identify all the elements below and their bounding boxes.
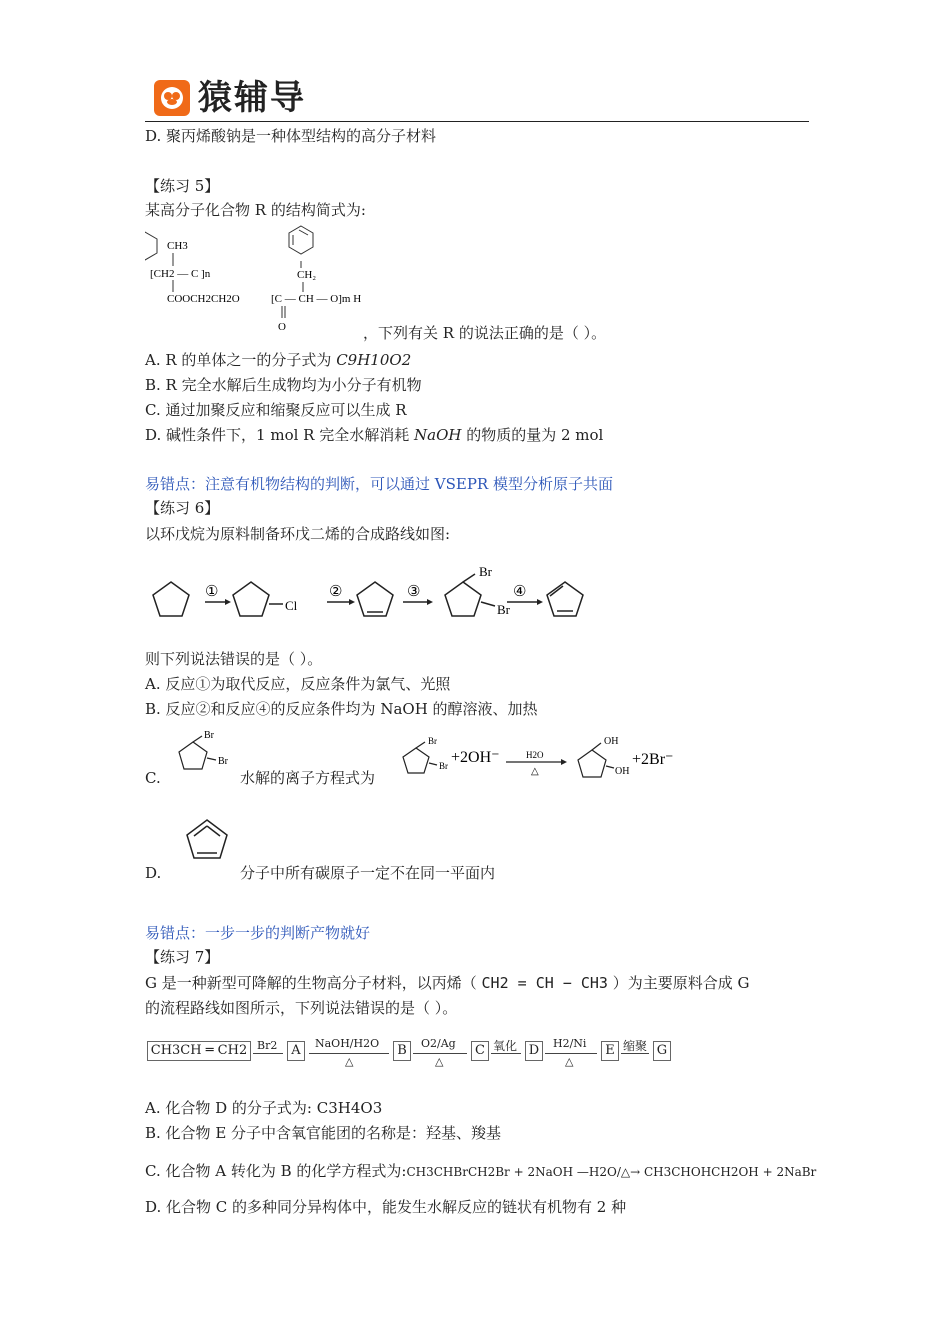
ex6-option-c-label: C. bbox=[145, 769, 161, 787]
ex6-dibromocyclopentane bbox=[445, 582, 481, 616]
tip-1: 易错点：注意有机物结构的判断，可以通过 VSEPR 模型分析原子共面 bbox=[145, 475, 613, 493]
svg-text:Br: Br bbox=[428, 736, 437, 746]
ex5-option-a: A. R 的单体之一的分子式为 C9H10O2 bbox=[145, 351, 412, 369]
ex5-title: 【练习 5】 bbox=[145, 177, 220, 195]
ex5-structure-diagram bbox=[145, 222, 375, 334]
svg-text:OH: OH bbox=[604, 736, 619, 747]
ex6-option-b: B. 反应②和反应④的反应条件均为 NaOH 的醇溶液、加热 bbox=[145, 700, 538, 718]
ex7-flow-start: CH3CH ═ CH2 bbox=[147, 1041, 251, 1061]
svg-text:Br: Br bbox=[204, 730, 214, 741]
ex6-c-cond-bottom: △ bbox=[531, 766, 539, 777]
ex5-ch2-label: CH₂ bbox=[297, 269, 317, 281]
ex7-option-a-formula: C3H4O3 bbox=[316, 1099, 383, 1117]
ex5-benzene-ring bbox=[145, 232, 157, 260]
ex7-flow-d: D bbox=[525, 1041, 543, 1061]
ex6-option-d-text: 分子中所有碳原子一定不在同一平面内 bbox=[240, 864, 496, 882]
svg-text:OH: OH bbox=[615, 766, 630, 777]
header-divider bbox=[145, 121, 809, 122]
ex5-question-suffix: ，下列有关 R 的说法正确的是（ ）。 bbox=[363, 324, 607, 342]
ex6-option-d-label: D. bbox=[145, 864, 162, 882]
ex6-step-2: ② bbox=[329, 584, 343, 600]
ex6-option-c-text: 水解的离子方程式为 bbox=[240, 769, 376, 787]
ex6-step-3: ③ bbox=[407, 584, 421, 600]
ex5-left-chain: [CH2 — C ]n bbox=[150, 268, 211, 280]
ex6-stem: 以环戊烷为原料制备环戊二烯的合成路线如图: bbox=[145, 525, 451, 543]
ex5-benzene-icon bbox=[285, 222, 317, 260]
ex5-mid-chain: [C — CH — O]m H bbox=[271, 293, 362, 305]
ex7-flow-e: E bbox=[601, 1041, 619, 1061]
ex6-cyclopentane-1 bbox=[153, 582, 189, 616]
ex7-flow-diagram: CH3CH ═ CH2 Br2 A NaOH/H2O △ B O2/Ag △ C 氧化 D H2/Ni △ E 缩聚 G bbox=[145, 1033, 675, 1073]
ex7-title: 【练习 7】 bbox=[145, 948, 220, 966]
ex7-propene-formula: CH2 = CH − CH3 bbox=[481, 974, 608, 992]
ex5-option-d: D. 碱性条件下，1 mol R 完全水解消耗 NaOH 的物质的量为 2 mol bbox=[145, 426, 604, 444]
ex7-stem-1: G 是一种新型可降解的生物高分子材料，以丙烯（ CH2 = CH − CH3 ）为主要原料合成 G bbox=[145, 974, 750, 992]
ex7-flow-c: C bbox=[471, 1041, 489, 1061]
brand-logo-icon bbox=[154, 80, 190, 116]
prev-option-d: D. 聚丙烯酸钠是一种体型结构的高分子材料 bbox=[145, 127, 437, 145]
ex7-option-c-equation: CH3CHBrCH2Br + 2NaOH —H2O/△→ CH3CHOHCH2OH + 2NaBr bbox=[406, 1165, 817, 1179]
ex6-cl-label: Cl bbox=[285, 598, 298, 613]
ex6-step-1: ① bbox=[205, 584, 219, 600]
tip-2: 易错点：一步一步的判断产物就好 bbox=[145, 924, 371, 942]
ex6-option-d-cyclopentadiene-diagram bbox=[180, 814, 235, 864]
ex6-question: 则下列说法错误的是（ ）。 bbox=[145, 650, 323, 668]
ex6-c-plus-br: +2Br⁻ bbox=[632, 751, 674, 768]
ex5-ch3-label: CH3 bbox=[167, 240, 188, 252]
ex6-c-plus-oh: +2OH⁻ bbox=[451, 749, 500, 766]
ex5-ester-group: COOCH2CH2O bbox=[167, 293, 240, 305]
svg-text:Br: Br bbox=[439, 761, 448, 771]
ex5-option-d-formula: NaOH bbox=[414, 426, 462, 444]
ex6-option-c-reactant-diagram bbox=[168, 728, 238, 778]
ex7-stem-2: 的流程路线如图所示，下列说法错误的是（ ）。 bbox=[145, 999, 458, 1017]
ex7-option-c: C. 化合物 A 转化为 B 的化学方程式为:CH3CHBrCH2Br + 2NaOH —H2O/△→ CH3CHOHCH2OH + 2NaBr bbox=[145, 1162, 817, 1180]
ex7-option-a: A. 化合物 D 的分子式为: C3H4O3 bbox=[145, 1099, 383, 1117]
svg-text:Br: Br bbox=[218, 756, 228, 767]
ex6-br-label-1: Br bbox=[479, 564, 492, 579]
ex6-br-label-2: Br bbox=[497, 602, 510, 617]
ex5-option-a-formula: C9H10O2 bbox=[336, 351, 412, 369]
ex6-synthesis-route bbox=[145, 560, 595, 632]
ex7-flow-b: B bbox=[393, 1041, 411, 1061]
ex7-option-b: B. 化合物 E 分子中含氧官能团的名称是：羟基、羧基 bbox=[145, 1124, 502, 1142]
ex7-option-d: D. 化合物 C 的多种同分异构体中，能发生水解反应的链状有机物有 2 种 bbox=[145, 1198, 627, 1216]
ex6-title: 【练习 6】 bbox=[145, 499, 220, 517]
ex5-carbonyl-o: O bbox=[278, 321, 286, 333]
ex6-c-cond-top: H2O bbox=[526, 750, 544, 760]
ex6-option-a: A. 反应①为取代反应，反应条件为氯气、光照 bbox=[145, 675, 451, 693]
ex5-stem: 某高分子化合物 R 的结构简式为: bbox=[145, 201, 366, 219]
ex5-option-b: B. R 完全水解后生成物均为小分子有机物 bbox=[145, 376, 422, 394]
ex6-step-4: ④ bbox=[513, 584, 527, 600]
ex6-chlorocyclopentane bbox=[233, 582, 269, 616]
ex6-cyclopentene bbox=[357, 582, 393, 616]
brand-name: 猿辅导 bbox=[198, 78, 306, 118]
ex7-flow-a: A bbox=[287, 1041, 305, 1061]
ex7-flow-g: G bbox=[653, 1041, 671, 1061]
ex6-option-c-equation bbox=[396, 734, 686, 784]
ex5-option-c: C. 通过加聚反应和缩聚反应可以生成 R bbox=[145, 401, 407, 419]
